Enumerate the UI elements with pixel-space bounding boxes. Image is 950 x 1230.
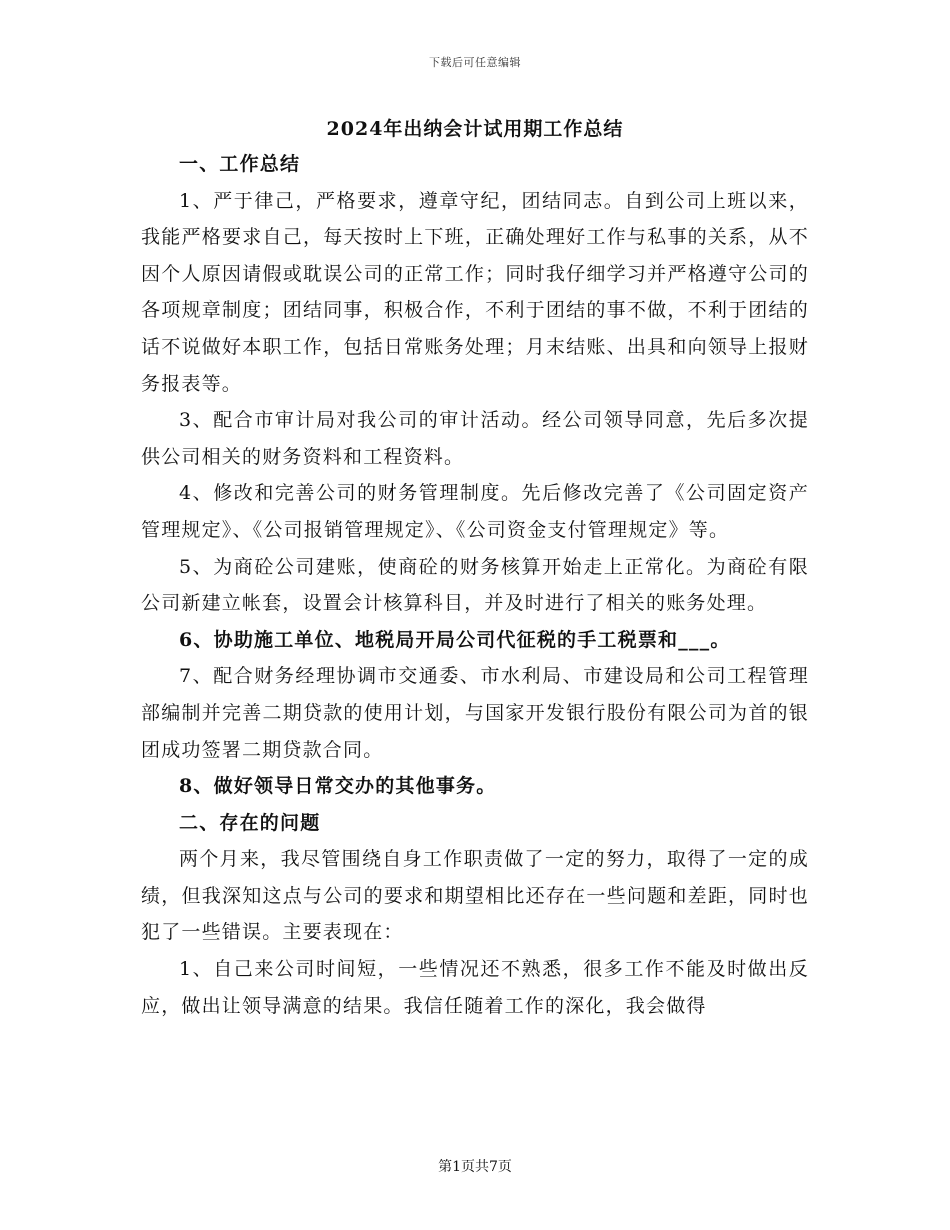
paragraph-bold: 6、协助施工单位、地税局开局公司代征税的手工税票和___。 xyxy=(179,628,731,651)
document-body xyxy=(141,146,809,1024)
paragraph: 两个月来，我尽管围绕自身工作职责做了一定的努力，取得了一定的成绩，但我深知这点与公司的要求和期望相比还存在一些问题和差距，同时也犯了一些错误。主要表现在： xyxy=(141,848,809,944)
paragraph: 7、配合财务经理协调市交通委、市水利局、市建设局和公司工程管理部编制并完善二期贷款的使用计划，与国家开发银行股份有限公司为首的银团成功签署二期贷款合同。 xyxy=(141,665,809,761)
page-number: 第1页共7页 xyxy=(438,1159,512,1175)
page-title: 2024年出纳会计试用期工作总结 xyxy=(326,118,624,140)
paragraph: 5、为商砼公司建账，使商砼的财务核算开始走上正常化。为商砼有限公司新建立帐套，设置会计核算科目，并及时进行了相关的账务处理。 xyxy=(141,555,809,615)
paragraph: 3、配合市审计局对我公司的审计活动。经公司领导同意，先后多次提供公司相关的财务资料和工程资料。 xyxy=(141,409,809,468)
section-heading-problems: 二、存在的问题 xyxy=(179,811,321,834)
header-note: 下载后可任意编辑 xyxy=(429,56,521,69)
paragraph: 4、修改和完善公司的财务管理制度。先后修改完善了《公司固定资产管理规定》、《公司报销管理规定》、《公司资金支付管理规定》等。 xyxy=(141,482,809,541)
paragraph: 1、严于律己，严格要求，遵章守纪，团结同志。自到公司上班以来，我能严格要求自己，每天按时上下班，正确处理好工作与私事的关系，从不因个人原因请假或耽误公司的正常工作；同时我仔细学习并严格遵守公司的各项规章制度；团结同事，积极合作，不利于团结的事不做，不利于团结的话不说做好本职工作，包括日常账务处理；月末结账、出具和向领导上报财务报表等。 xyxy=(141,189,809,395)
paragraph-bold: 8、做好领导日常交办的其他事务。 xyxy=(179,775,497,798)
section-heading-summary: 一、工作总结 xyxy=(179,153,301,175)
paragraph: 1、自己来公司时间短，一些情况还不熟悉，很多工作不能及时做出反应，做出让领导满意的结果。我信任随着工作的深化，我会做得 xyxy=(141,958,809,1017)
